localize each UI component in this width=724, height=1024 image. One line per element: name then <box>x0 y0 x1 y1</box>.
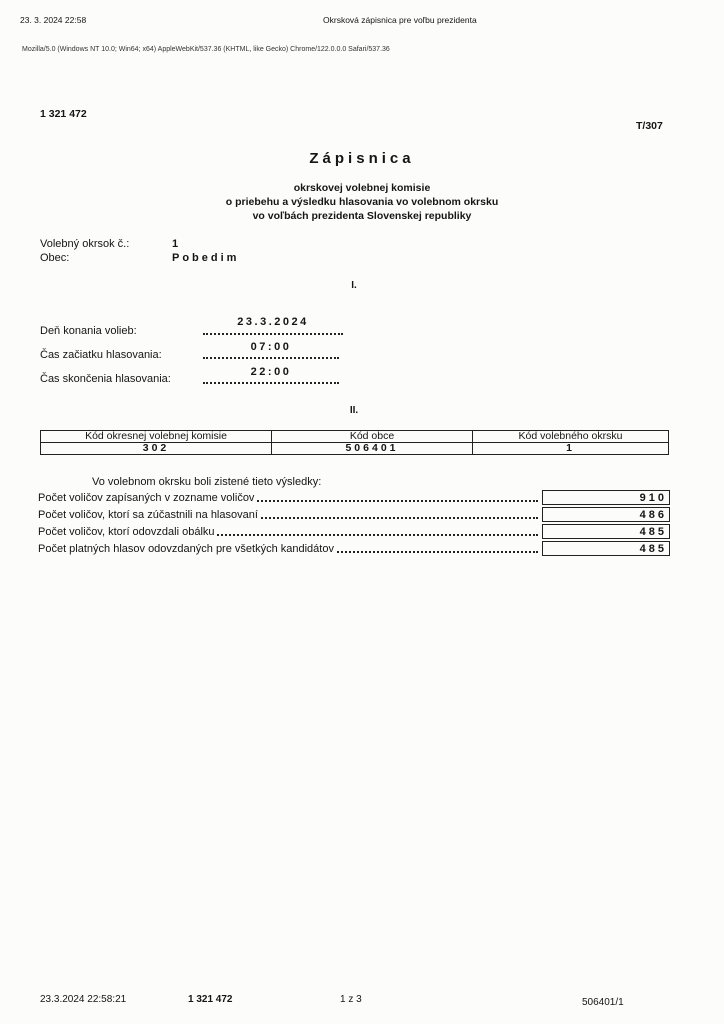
print-page-title: Okrsková zápisnica pre voľbu prezidenta <box>323 15 477 25</box>
municipality-value: Pobedim <box>172 252 240 264</box>
results-intro: Vo volebnom okrsku boli zistené tieto výsledky: <box>92 476 322 488</box>
codes-header-district-commission: Kód okresnej volebnej komisie <box>41 431 272 443</box>
result-value: 486 <box>542 507 670 522</box>
document-number: 1 321 472 <box>40 108 87 120</box>
codes-header-polling-district: Kód volebného okrsku <box>473 431 669 443</box>
election-day-dotline <box>203 333 343 335</box>
subtitle-line-3: vo voľbách prezidenta Slovenskej republiky <box>252 210 472 222</box>
district-value: 1 <box>172 238 179 250</box>
footer-timestamp: 23.3.2024 22:58:21 <box>40 994 127 1005</box>
codes-table <box>40 430 669 455</box>
user-agent-line: Mozilla/5.0 (Windows NT 10.0; Win64; x64) AppleWebKit/537.36 (KHTML, like Gecko) Chrome/122.0.0.0 Safari/537.36 <box>22 46 390 53</box>
start-time-dotline <box>203 357 339 359</box>
result-row <box>38 541 670 558</box>
print-timestamp: 23. 3. 2024 22:58 <box>20 15 87 25</box>
codes-header-row <box>41 431 669 443</box>
document-title: Zápisnica <box>309 150 415 167</box>
result-value: 485 <box>542 524 670 539</box>
subtitle-line-2: o priebehu a výsledku hlasovania vo volebnom okrsku <box>225 196 499 208</box>
footer-document-number: 1 321 472 <box>188 994 233 1005</box>
end-time-dotline <box>203 382 339 384</box>
codes-value-row <box>41 443 669 455</box>
result-label: Počet voličov, ktorí odovzdali obálku <box>38 526 215 538</box>
start-time-value: 07:00 <box>250 341 292 353</box>
start-time-label: Čas začiatku hlasovania: <box>40 349 162 361</box>
result-label: Počet voličov, ktorí sa zúčastnili na hlasovaní <box>38 509 258 521</box>
form-code: T/307 <box>636 120 663 132</box>
municipality-label: Obec: <box>40 252 70 264</box>
result-value: 910 <box>542 490 670 505</box>
section-two-heading: II. <box>349 405 359 416</box>
footer-reference: 506401/1 <box>582 997 624 1008</box>
codes-header-municipality: Kód obce <box>272 431 473 443</box>
result-row <box>38 507 670 524</box>
result-label: Počet platných hlasov odovzdaných pre všetkých kandidátov <box>38 543 334 555</box>
result-row <box>38 524 670 541</box>
end-time-value: 22:00 <box>250 366 292 378</box>
result-value: 485 <box>542 541 670 556</box>
end-time-label: Čas skončenia hlasovania: <box>40 373 171 385</box>
subtitle-line-1: okrskovej volebnej komisie <box>293 182 431 194</box>
footer-page-number: 1 z 3 <box>340 994 362 1005</box>
section-one-heading: I. <box>351 280 357 291</box>
result-row <box>38 490 670 507</box>
codes-value-municipality: 506401 <box>272 443 473 455</box>
election-day-label: Deň konania volieb: <box>40 325 137 337</box>
district-label: Volebný okrsok č.: <box>40 238 130 250</box>
election-day-value: 23.3.2024 <box>237 316 309 328</box>
result-label: Počet voličov zapísaných v zozname voličov <box>38 492 255 504</box>
codes-value-polling-district: 1 <box>473 443 669 455</box>
codes-value-district-commission: 302 <box>41 443 272 455</box>
